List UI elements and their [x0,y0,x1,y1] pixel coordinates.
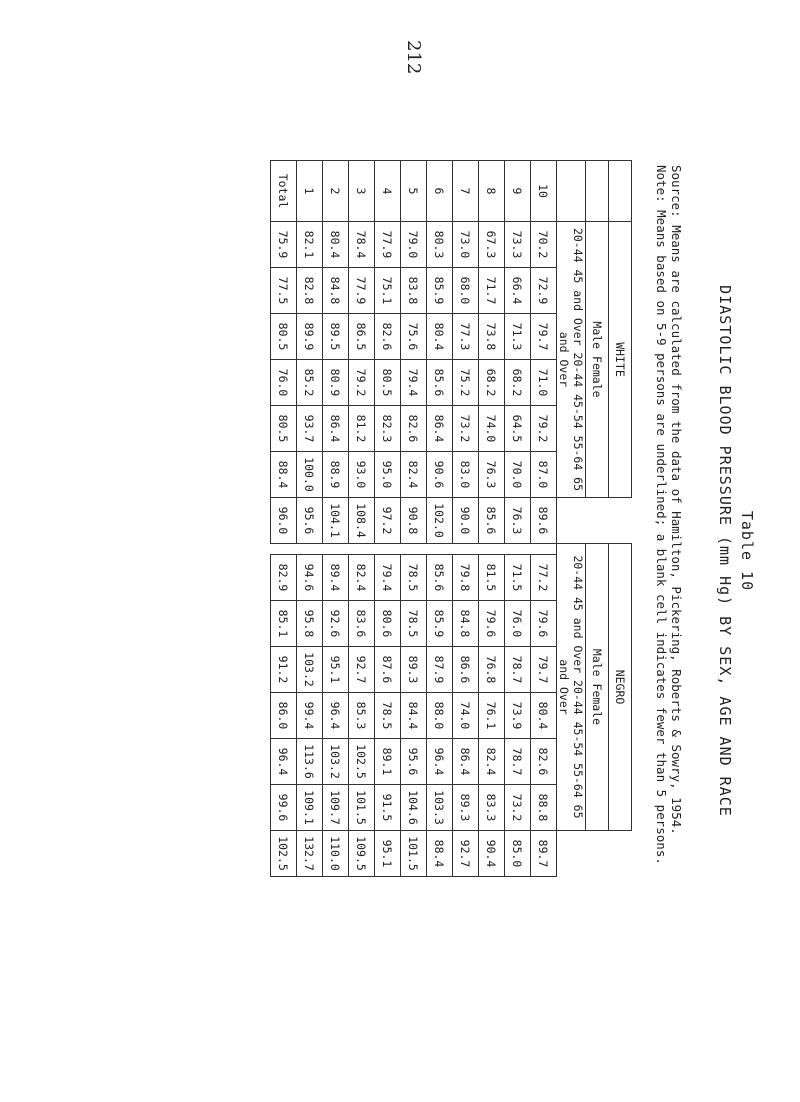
table-cell: 88.4 [427,831,453,877]
table-cell: 79.6 [479,601,505,647]
table-row-total [271,161,297,877]
header-white: WHITE [609,222,632,498]
header-age-negro: 20-44 45 and Over 20-44 45-54 55-64 65 and Over [557,544,586,831]
table-cell: 79.2 [349,360,375,406]
table-cell: 76.0 [271,360,297,406]
table-cell: 83.8 [401,268,427,314]
table-cell: 79.7 [531,314,557,360]
table-cell: 77.5 [271,268,297,314]
table-cell: 76.3 [479,452,505,498]
table-cell: 71.3 [505,314,531,360]
table-cell: 78.7 [505,739,531,785]
table-row [453,161,479,877]
table-cell: 80.5 [375,360,401,406]
source-note: Source: Means are calculated from the data of Hamilton, Pickering, Roberts & Sowry, 1954. [669,165,684,835]
table-cell: 70.0 [505,452,531,498]
table-cell: 84.8 [453,601,479,647]
table-cell: 73.2 [505,785,531,831]
table-cell: 95.8 [297,601,323,647]
table-cell: 79.4 [401,360,427,406]
table-cell: 70.2 [531,222,557,268]
table-cell: 92.6 [323,601,349,647]
row-label: 1 [297,161,323,222]
table-row [297,161,323,877]
table-cell: 85.6 [427,360,453,406]
table-cell: 103.2 [297,647,323,693]
table-cell: 95.1 [323,647,349,693]
table-title: Table 10 [738,510,756,592]
means-note: Note: Means based on 5-9 persons are underlined; a blank cell indicates fewer than 5 persons. [654,165,669,865]
table-cell: 97.2 [375,498,401,544]
row-label: 5 [401,161,427,222]
table-cell: 78.5 [401,555,427,601]
table-cell: 80.9 [323,360,349,406]
table-row [323,161,349,877]
table-cell: 79.7 [531,647,557,693]
row-label: 7 [453,161,479,222]
table-cell: 132.7 [297,831,323,877]
table-cell: 73.9 [505,693,531,739]
table-cell: 80.5 [271,314,297,360]
row-label: 10 [531,161,557,222]
table-cell: 82.4 [479,739,505,785]
table-cell: 109.5 [349,831,375,877]
table-cell: 75.2 [453,360,479,406]
table-cell: 80.4 [531,693,557,739]
table-cell: 79.0 [401,222,427,268]
table-cell: 94.6 [297,555,323,601]
table-cell: 95.0 [375,452,401,498]
table-cell: 73.2 [453,406,479,452]
table-cell: 88.9 [323,452,349,498]
table-cell: 73.3 [505,222,531,268]
table-cell: 91.2 [271,647,297,693]
table-notes [654,165,684,1065]
row-label: 4 [375,161,401,222]
table-cell: 79.4 [375,555,401,601]
table-cell: 95.6 [297,498,323,544]
table-cell: 89.1 [375,739,401,785]
table-cell: 83.6 [349,601,375,647]
table-cell: 95.6 [401,739,427,785]
table-row [349,161,375,877]
table-cell: 109.1 [297,785,323,831]
table-row [479,161,505,877]
table-cell: 79.2 [531,406,557,452]
table-cell: 85.1 [271,601,297,647]
table-cell: 71.5 [505,555,531,601]
table-cell: 77.2 [531,555,557,601]
table-cell: 82.9 [271,555,297,601]
table-cell: 95.1 [375,831,401,877]
table-cell: 103.3 [427,785,453,831]
row-label: 6 [427,161,453,222]
table-cell: 72.9 [531,268,557,314]
table-cell: 86.4 [323,406,349,452]
table-cell: 103.2 [323,739,349,785]
table-row [427,161,453,877]
table-cell: 80.4 [427,314,453,360]
table-cell: 102.5 [349,739,375,785]
table-cell: 87.9 [427,647,453,693]
table-row [401,161,427,877]
table-cell: 76.1 [479,693,505,739]
table-cell: 82.4 [349,555,375,601]
table-cell: 68.0 [453,268,479,314]
table-cell: 78.7 [505,647,531,693]
table-cell: 81.5 [479,555,505,601]
table-cell: 90.4 [479,831,505,877]
header-age-row [557,161,586,877]
table-cell: 82.3 [375,406,401,452]
table-cell: 99.6 [271,785,297,831]
table-cell: 88.4 [271,452,297,498]
row-label: 2 [323,161,349,222]
table-cell: 89.9 [297,314,323,360]
table-cell: 88.8 [531,785,557,831]
table-cell: 86.6 [453,647,479,693]
table-cell: 89.6 [531,498,557,544]
table-cell: 90.8 [401,498,427,544]
table-cell: 83.3 [479,785,505,831]
table-cell: 82.6 [375,314,401,360]
table-cell: 110.0 [323,831,349,877]
row-label: 9 [505,161,531,222]
table-cell: 82.8 [297,268,323,314]
table-cell: 80.3 [427,222,453,268]
table-cell: 85.6 [479,498,505,544]
table-cell: 84.8 [323,268,349,314]
table-body [271,161,557,877]
table-cell: 85.9 [427,268,453,314]
header-negro: NEGRO [609,544,632,831]
table-cell: 82.6 [401,406,427,452]
table-cell: 85.9 [427,601,453,647]
table-cell: 64.5 [505,406,531,452]
table-cell: 82.1 [297,222,323,268]
table-cell: 91.5 [375,785,401,831]
table-cell: 78.5 [375,693,401,739]
table-cell: 80.4 [323,222,349,268]
row-label: 8 [479,161,505,222]
table-cell: 89.3 [401,647,427,693]
table-row [505,161,531,877]
table-cell: 74.0 [479,406,505,452]
table-cell: 79.8 [453,555,479,601]
table-cell: 104.6 [401,785,427,831]
table-cell: 102.5 [271,831,297,877]
table-cell: 85.6 [427,555,453,601]
blood-pressure-table [270,160,632,877]
table-cell: 76.3 [505,498,531,544]
table-cell: 89.4 [323,555,349,601]
table-cell: 90.6 [427,452,453,498]
header-age-white: 20-44 45 and Over 20-44 45-54 55-64 65 and Over [557,222,586,498]
table-cell: 80.5 [271,406,297,452]
table-cell: 93.7 [297,406,323,452]
table-cell: 93.0 [349,452,375,498]
table-cell: 76.0 [505,601,531,647]
table-cell: 99.4 [297,693,323,739]
table-cell: 78.4 [349,222,375,268]
table-cell: 79.6 [531,601,557,647]
table-cell: 75.6 [401,314,427,360]
table-cell: 67.3 [479,222,505,268]
table-cell: 96.4 [323,693,349,739]
table-cell: 66.4 [505,268,531,314]
table-cell: 101.5 [349,785,375,831]
table-cell: 75.9 [271,222,297,268]
table-cell: 90.0 [453,498,479,544]
row-label: 3 [349,161,375,222]
table-cell: 89.5 [323,314,349,360]
page-number: 212 [403,40,424,75]
table-cell: 96.4 [427,739,453,785]
table-cell: 74.0 [453,693,479,739]
table-cell: 86.4 [427,406,453,452]
table-cell: 101.5 [401,831,427,877]
table-cell: 80.6 [375,601,401,647]
table-cell: 92.7 [349,647,375,693]
table-cell: 78.5 [401,601,427,647]
table-row [375,161,401,877]
table-cell: 77.3 [453,314,479,360]
table-cell: 88.0 [427,693,453,739]
table-cell: 102.0 [427,498,453,544]
table-cell: 92.7 [453,831,479,877]
table-cell: 73.8 [479,314,505,360]
table-cell: 84.4 [401,693,427,739]
table-cell: 83.0 [453,452,479,498]
table-cell: 108.4 [349,498,375,544]
table-cell: 86.4 [453,739,479,785]
table-cell: 82.4 [401,452,427,498]
table-cell: 89.3 [453,785,479,831]
table-cell: 82.6 [531,739,557,785]
table-cell: 81.2 [349,406,375,452]
table-cell: 85.2 [297,360,323,406]
table-cell: 77.9 [375,222,401,268]
table-subtitle: DIASTOLIC BLOOD PRESSURE (mm Hg) BY SEX, AGE AND RACE [716,285,734,817]
table-cell: 89.7 [531,831,557,877]
table-cell: 96.0 [271,498,297,544]
table-cell: 87.0 [531,452,557,498]
table-cell: 85.3 [349,693,375,739]
table-cell: 77.9 [349,268,375,314]
table-cell: 68.2 [505,360,531,406]
table-cell: 113.6 [297,739,323,785]
table-cell: 75.1 [375,268,401,314]
table-cell: 71.7 [479,268,505,314]
row-label: Total [271,161,297,222]
table-cell: 71.0 [531,360,557,406]
header-race-row [609,161,632,877]
table-cell: 96.4 [271,739,297,785]
table-cell: 68.2 [479,360,505,406]
header-sex-row [586,161,609,877]
table-row [531,161,557,877]
table-cell: 86.5 [349,314,375,360]
table-cell: 100.0 [297,452,323,498]
header-sex-negro: Male Female [586,544,609,831]
table-cell: 85.0 [505,831,531,877]
header-sex-white: Male Female [586,222,609,498]
table-cell: 109.7 [323,785,349,831]
table-cell: 104.1 [323,498,349,544]
table-cell: 87.6 [375,647,401,693]
table-cell: 86.0 [271,693,297,739]
table-cell: 73.0 [453,222,479,268]
table-cell: 76.8 [479,647,505,693]
